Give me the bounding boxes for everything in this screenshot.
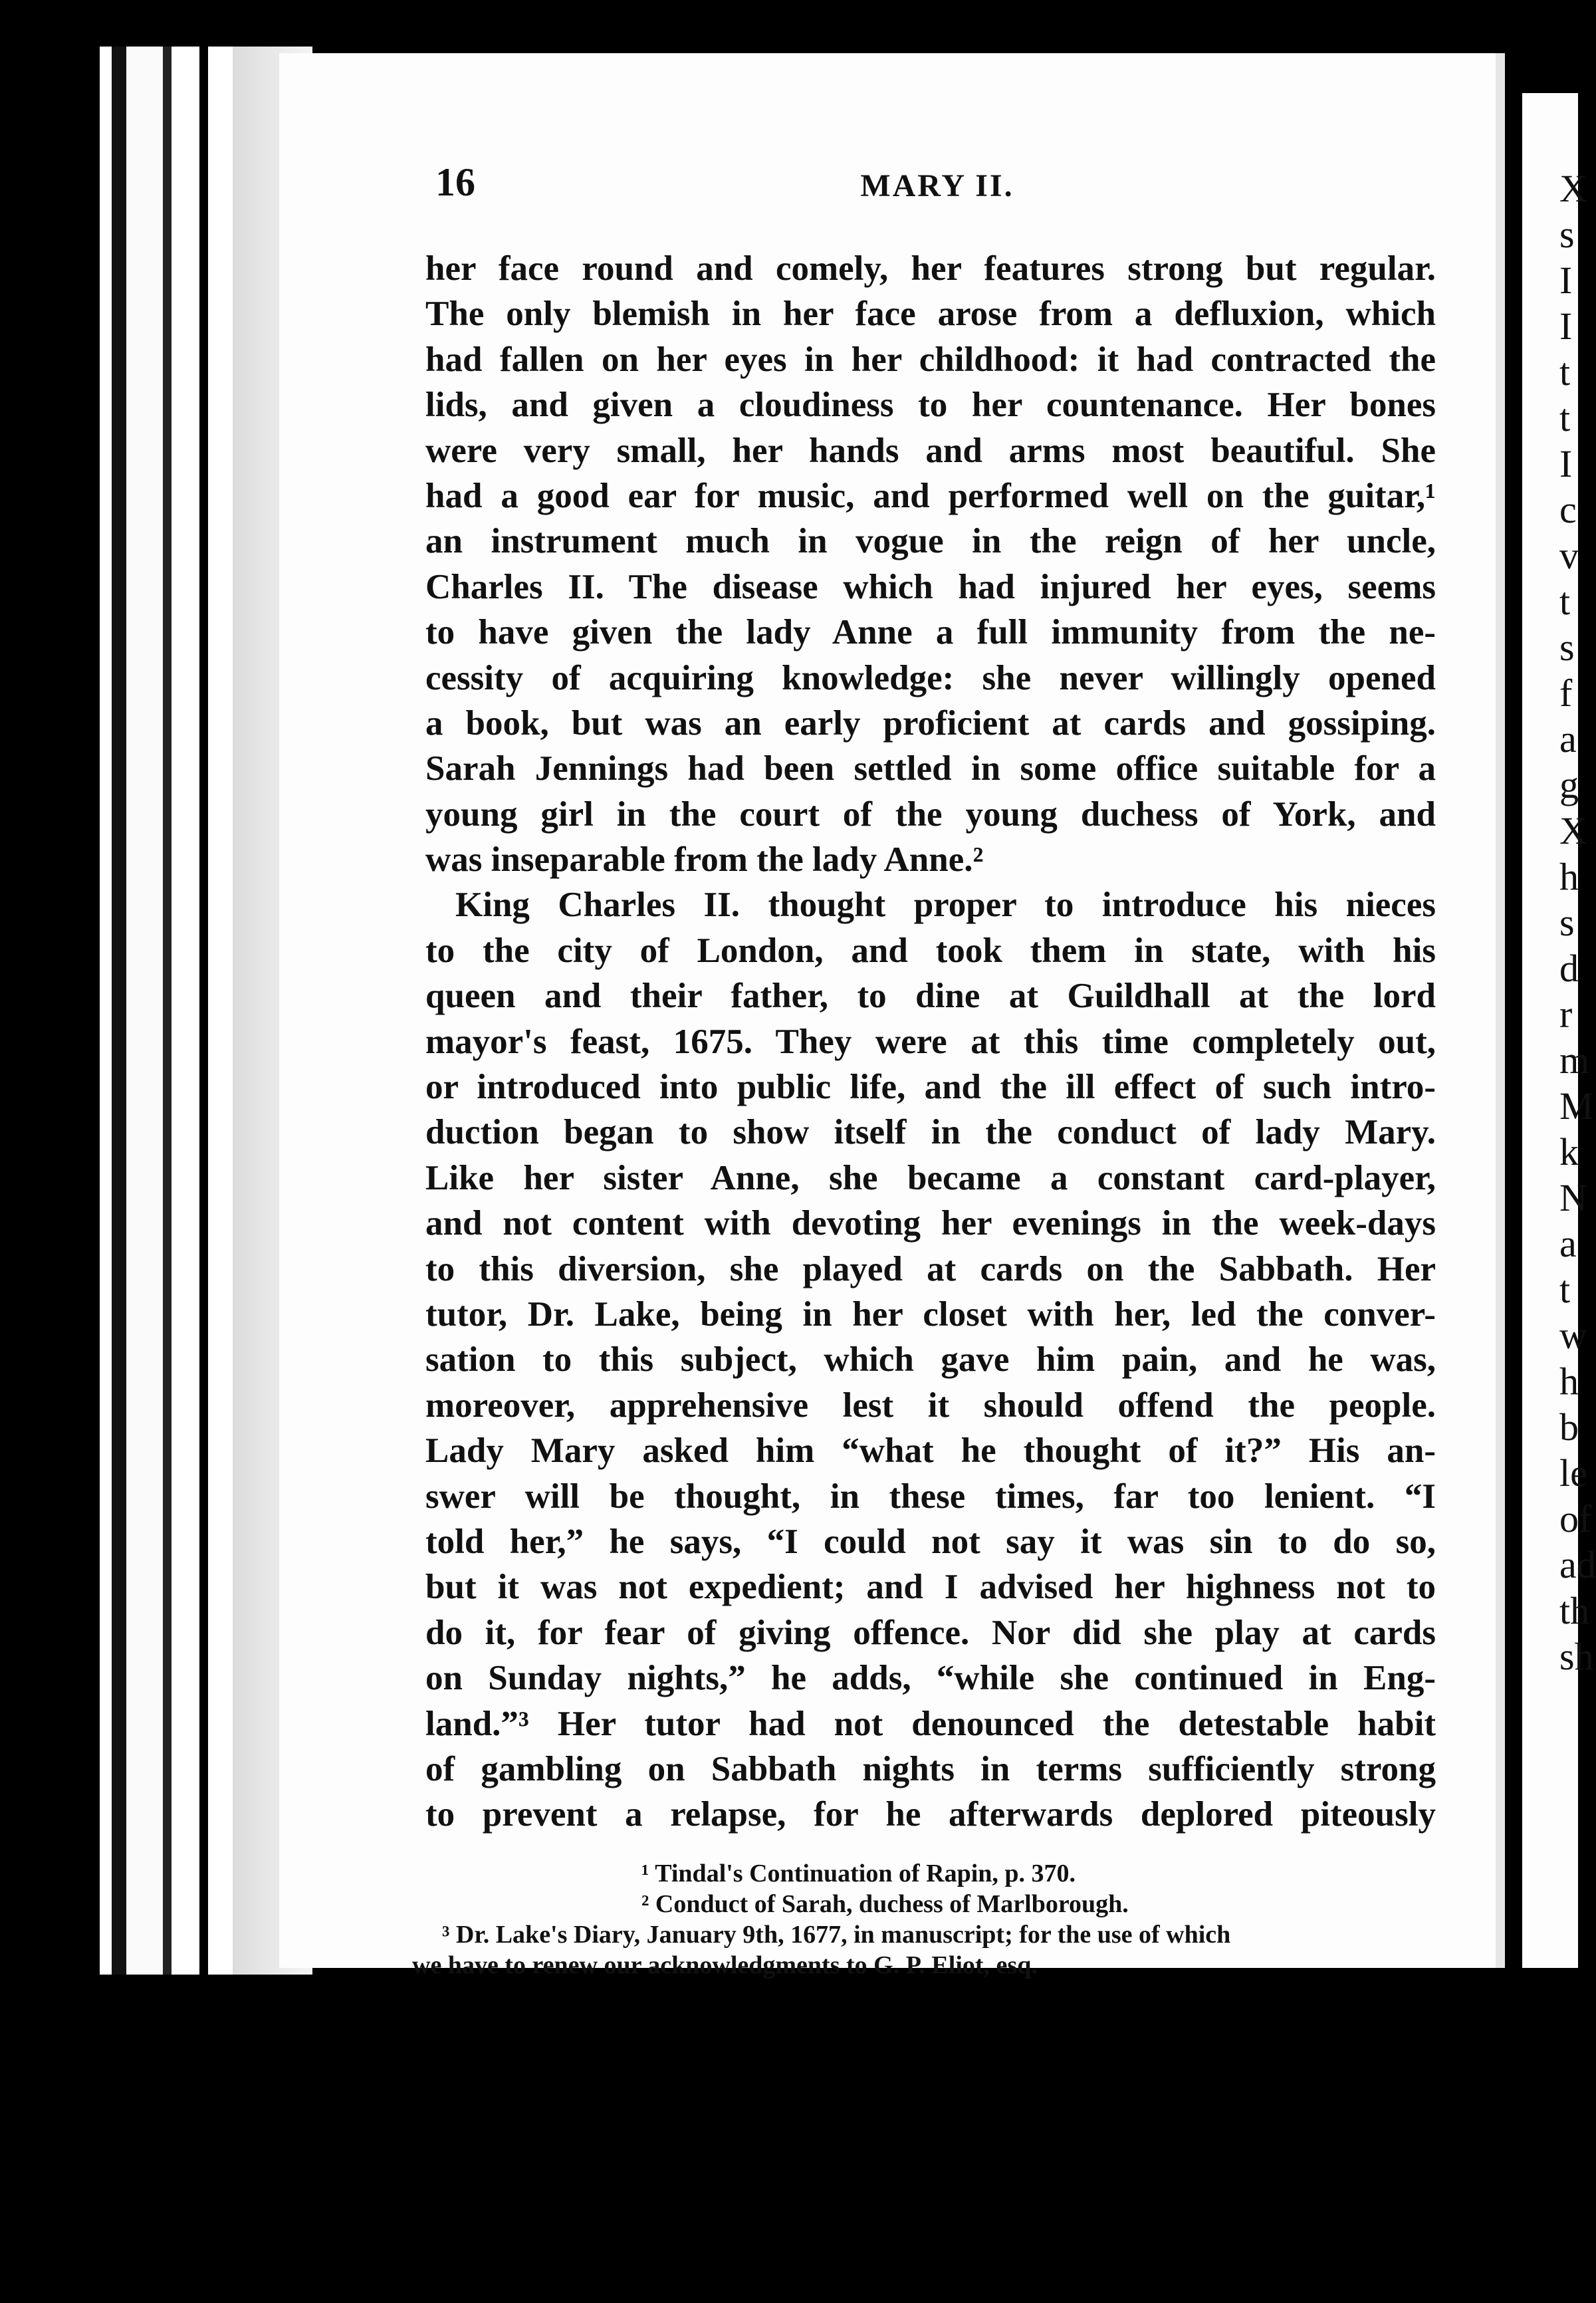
page-header <box>435 160 1439 219</box>
facing-page-fragment: sh <box>1559 1635 1594 1678</box>
facing-page-fragment: X <box>1559 167 1587 210</box>
facing-page-fragment: r <box>1559 993 1573 1036</box>
text-line: swer will be thought, in these times, far too lenient. “I <box>425 1477 1436 1516</box>
facing-page-fragment: b <box>1559 1405 1579 1449</box>
text-line: was inseparable from the lady Anne.² <box>425 840 984 880</box>
text-line: do it, for fear of giving offence. Nor did she play at cards <box>425 1613 1436 1652</box>
facing-page-fragment: g <box>1559 763 1579 806</box>
text-line: of gambling on Sabbath nights in terms sufficiently strong <box>425 1749 1436 1788</box>
text-line: young girl in the court of the young duchess of York, and <box>425 794 1436 834</box>
text-line: King Charles II. thought proper to introduce his nieces <box>455 886 1436 925</box>
text-line: to prevent a relapse, for he afterwards deplored piteously <box>425 1795 1436 1834</box>
text-line: a book, but was an early proficient at cards and gossiping. <box>425 703 1436 743</box>
text-line: and not content with devoting her evenings in the week-days <box>425 1204 1436 1243</box>
footnote: ² Conduct of Sarah, duchess of Marlborough. <box>641 1890 1129 1918</box>
text-line: mayor's feast, 1675. They were at this time completely out, <box>425 1022 1436 1061</box>
facing-page-fragment: s <box>1559 901 1575 944</box>
facing-page-fragment: th <box>1559 1589 1590 1632</box>
facing-page-fragment: t <box>1559 1268 1571 1311</box>
facing-page-fragment: m <box>1559 1038 1590 1082</box>
footnotes <box>412 1858 1436 1981</box>
running-head: MARY II. <box>860 168 1014 203</box>
facing-page-fragment: d <box>1559 947 1579 990</box>
text-line: moreover, apprehensive lest it should offend the people. <box>425 1386 1436 1425</box>
text-line: to this diversion, she played at cards on the Sabbath. Her <box>425 1249 1436 1288</box>
text-line: were very small, her hands and arms most beautiful. She <box>425 431 1436 470</box>
text-line: had fallen on her eyes in her childhood: it had contracted the <box>425 340 1436 379</box>
facing-page-fragment: f <box>1559 671 1573 715</box>
text-line: had a good ear for music, and performed well on the guitar,¹ <box>425 476 1436 515</box>
footnote: we have to renew our acknowledgments to G. P. Eliot, esq. <box>412 1951 1038 1979</box>
footnote: ³ Dr. Lake's Diary, January 9th, 1677, in manuscript; for the use of which <box>442 1921 1231 1949</box>
facing-page-fragment: ad <box>1559 1543 1596 1586</box>
text-line: on Sunday nights,” he adds, “while she continued in Eng- <box>425 1659 1436 1698</box>
facing-page-fragment: a <box>1559 717 1577 761</box>
text-line: land.”³ Her tutor had not denounced the detestable habit <box>425 1704 1436 1743</box>
text-line: or introduced into public life, and the ill effect of such intro- <box>425 1068 1436 1107</box>
text-line: cessity of acquiring knowledge: she never willingly opened <box>425 658 1436 697</box>
text-line: an instrument much in vogue in the reign of her uncle, <box>425 522 1436 561</box>
facing-page-fragment: M <box>1559 1084 1594 1128</box>
text-line: to the city of London, and took them in state, with his <box>425 931 1436 970</box>
facing-page-fragment: c <box>1559 488 1577 531</box>
facing-page-fragment: s <box>1559 213 1575 256</box>
facing-page-fragment: N <box>1559 1176 1587 1219</box>
facing-page-fragment: k <box>1559 1130 1579 1173</box>
facing-page-edge <box>1522 93 1596 1968</box>
text-line: Lady Mary asked him “what he thought of it?” His an- <box>425 1431 1436 1471</box>
facing-page-fragment: t <box>1559 350 1571 394</box>
facing-page-fragment: h <box>1559 855 1579 898</box>
text-line: Sarah Jennings had been settled in some office suitable for a <box>425 749 1436 788</box>
facing-page-fragment: X <box>1559 809 1587 852</box>
facing-page-fragment: I <box>1559 304 1573 348</box>
footnote: ¹ Tindal's Continuation of Rapin, p. 370. <box>641 1860 1076 1887</box>
text-line: queen and their father, to dine at Guildhall at the lord <box>425 977 1436 1016</box>
body-text <box>425 246 1436 1838</box>
text-line: Like her sister Anne, she became a constant card-player, <box>425 1158 1436 1197</box>
facing-page-fragment: s <box>1559 626 1575 669</box>
text-line: duction began to show itself in the conduct of lady Mary. <box>425 1113 1436 1152</box>
text-line: lids, and given a cloudiness to her countenance. Her bones <box>425 386 1436 425</box>
facing-page-fragment: I <box>1559 442 1573 485</box>
facing-page-fragment: le <box>1559 1451 1587 1495</box>
text-line: but it was not expedient; and I advised her highness not to <box>425 1568 1436 1607</box>
text-line: her face round and comely, her features strong but regular. <box>425 249 1436 288</box>
facing-page-fragment: I <box>1559 259 1573 302</box>
text-line: Charles II. The disease which had injured her eyes, seems <box>425 567 1436 606</box>
text-line: told her,” he says, “I could not say it was sin to do so, <box>425 1522 1436 1561</box>
facing-page-fragment: t <box>1559 396 1571 439</box>
facing-page-fragment: v <box>1559 534 1579 577</box>
text-line: to have given the lady Anne a full immunity from the ne- <box>425 613 1436 652</box>
facing-page-fragment: a <box>1559 1222 1577 1265</box>
facing-page-fragment: of <box>1559 1497 1592 1540</box>
text-line: The only blemish in her face arose from a defluxion, which <box>425 295 1436 334</box>
text-line: tutor, Dr. Lake, being in her closet with her, led the conver- <box>425 1294 1436 1334</box>
facing-page-fragment: t <box>1559 580 1571 623</box>
text-line: sation to this subject, which gave him pain, and he was, <box>425 1340 1436 1380</box>
facing-page-fragment: h <box>1559 1360 1579 1403</box>
facing-page-fragment: w <box>1559 1314 1587 1357</box>
page-number: 16 <box>435 160 475 204</box>
